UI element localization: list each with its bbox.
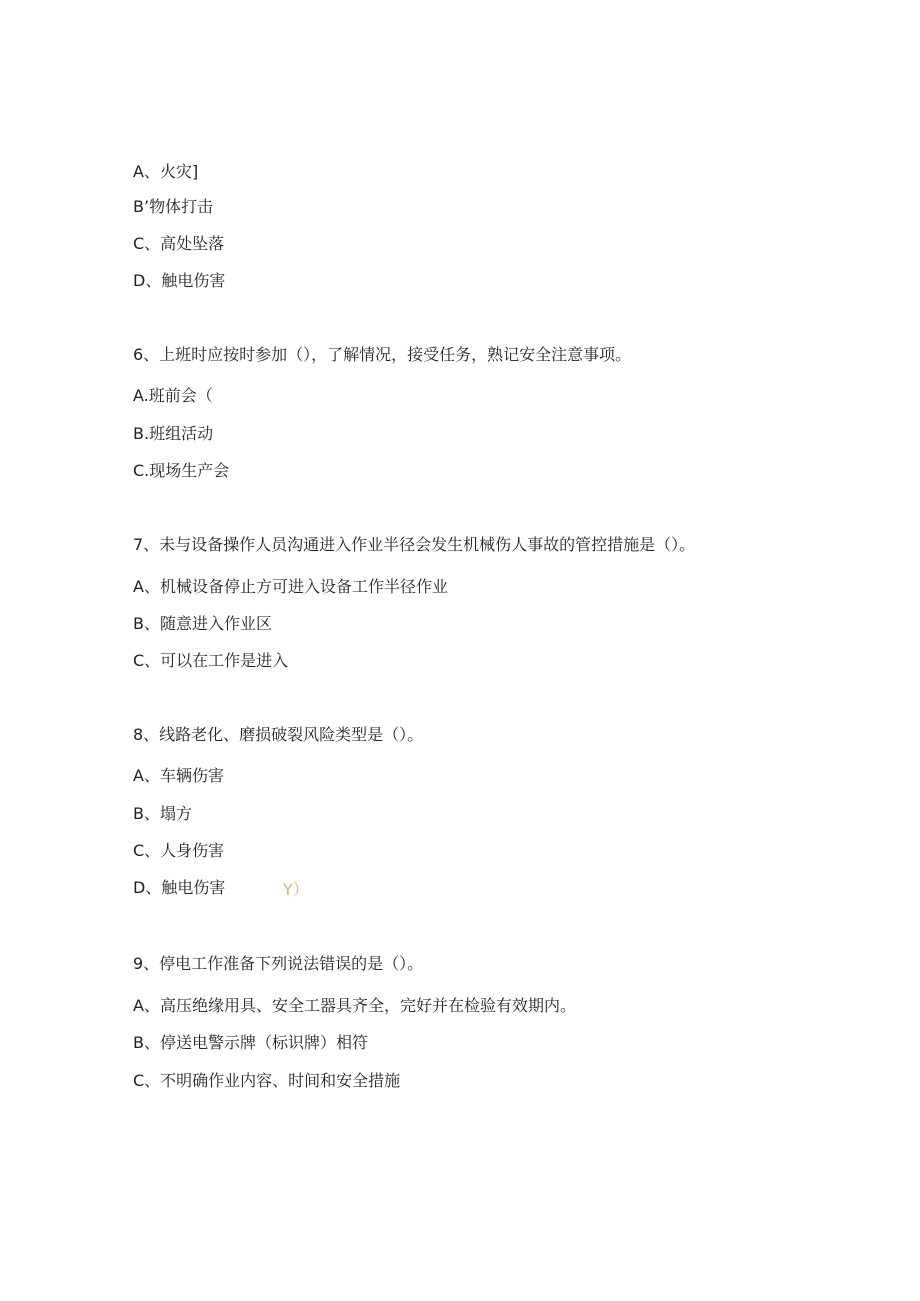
- q6-option-b: B.班组活动: [133, 424, 214, 443]
- q7-option-b: B、随意进入作业区: [133, 614, 272, 633]
- q5-option-d: D、触电伤害: [133, 271, 226, 290]
- q7-option-c: C、可以在工作是进入: [133, 651, 289, 670]
- q6-option-a: A.班前会（: [133, 386, 213, 405]
- q9-option-a: A、高压绝缘用具、安全工器具齐全，完好并在检验有效期内。: [133, 996, 576, 1015]
- q9-question: 9、停电工作准备下列说法错误的是（）。: [133, 954, 424, 973]
- q5-option-b: B’物体打击: [133, 197, 214, 216]
- q6-question: 6、上班时应按时参加（），了解情况，接受任务，熟记安全注意事项。: [133, 345, 632, 364]
- q8-option-d: D、触电伤害: [133, 878, 226, 897]
- q8-option-c: C、人身伤害: [133, 841, 225, 860]
- q8-option-a: A、车辆伤害: [133, 766, 224, 785]
- q6-option-c: C.现场生产会: [133, 461, 230, 480]
- q7-option-a: A、机械设备停止方可进入设备工作半径作业: [133, 577, 448, 596]
- q9-option-c: C、不明确作业内容、时间和安全措施: [133, 1071, 401, 1090]
- q8-question: 8、线路老化、磨损破裂风险类型是（）。: [133, 725, 424, 744]
- q8-answer-mark: Y）: [283, 880, 309, 899]
- q8-option-b: B、塌方: [133, 804, 192, 823]
- q7-question: 7、未与设备操作人员沟通进入作业半径会发生机械伤人事故的管控措施是（）。: [133, 535, 696, 554]
- q5-option-a: A、火灾]: [133, 162, 199, 181]
- q9-option-b: B、停送电警示牌（标识牌）相符: [133, 1033, 368, 1052]
- q5-option-c: C、高处坠落: [133, 234, 225, 253]
